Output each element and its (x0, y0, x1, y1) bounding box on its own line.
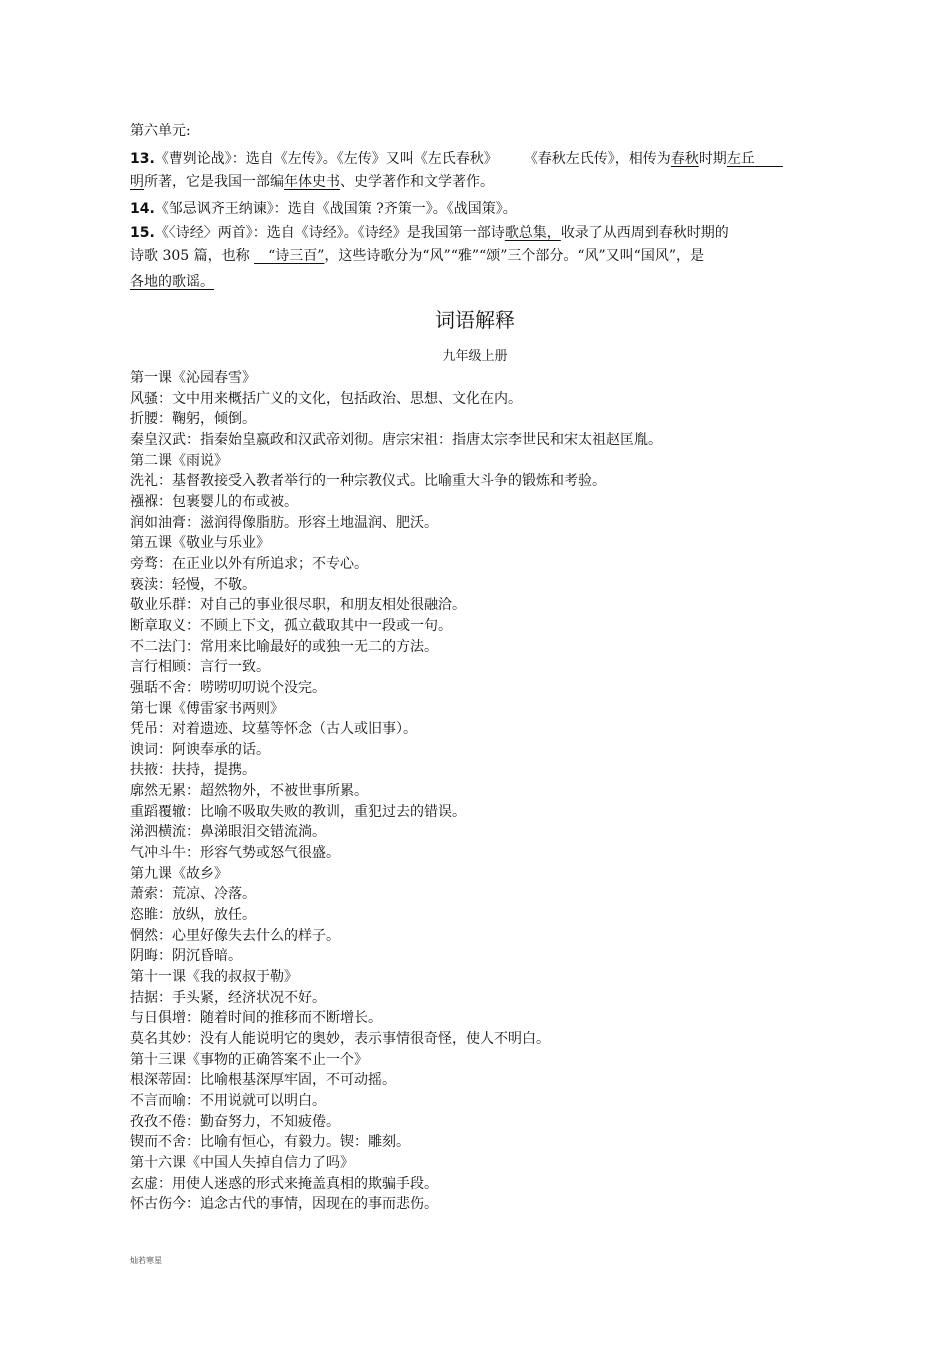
list-item: 第七课《傅雷家书两则》 (130, 700, 284, 717)
list-item: 凭吊：对着遗迹、坟墓等怀念（古人或旧事）。 (130, 721, 417, 738)
list-item: 惘然：心里好像失去什么的样子。 (130, 927, 340, 944)
list-item: 涕泗横流：鼻涕眼泪交错流淌。 (130, 824, 326, 841)
list-item: 怀古伤今：追念古代的事情，因现在的事而悲伤。 (130, 1196, 438, 1213)
list-item: 洗礼：基督教接受入教者举行的一种宗教仪式。比喻重大斗争的锻炼和考验。 (130, 473, 606, 490)
list-item: 重蹈覆辙：比喻不吸取失败的教训，重犯过去的错误。 (130, 803, 466, 820)
reference-15: 15.《〈诗经〉两首》：选自《诗经》。《诗经》是我国第一部诗歌总集，收录了从西周到春秋时期的 (130, 225, 729, 241)
reference-13-line-2: 明所著，它是我国一部编年体史书、史学著作和文学著作。 (130, 174, 494, 190)
list-item: 拮据：手头紧，经济状况不好。 (130, 989, 326, 1006)
list-item: 第九课《故乡》 (130, 865, 228, 882)
list-item: 阴晦：阴沉昏暗。 (130, 948, 242, 965)
list-item: 第二课《雨说》 (130, 452, 228, 469)
list-item: 折腰：鞠躬，倾倒。 (130, 411, 256, 428)
list-item: 风骚：文中用来概括广义的文化，包括政治、思想、文化在内。 (130, 390, 522, 407)
list-item: 第一课《沁园春雪》 (130, 370, 256, 386)
reference-13: 13.《曹刿论战》：选自《左传》。《左传》又叫《左氏春秋》 《春秋左氏传》，相传为春秋时期左丘 (130, 151, 755, 167)
list-item: 孜孜不倦：勤奋努力，不知疲倦。 (130, 1113, 340, 1130)
list-item: 莫名其妙：没有人能说明它的奥妙，表示事情很奇怪，使人不明白。 (130, 1031, 550, 1047)
reference-14: 14.《邹忌讽齐王纳谏》：选自《战国策 ?齐策一》。《战国策》。 (130, 201, 517, 217)
reference-15-line-2: 诗歌 305 篇，也称 “诗三百”，这些诗歌分为“风”“雅”“颂”三个部分。“风”又叫“国风”，是 (130, 248, 704, 264)
list-item: 扶掖：扶持，提携。 (130, 762, 256, 779)
list-item: 与日俱增：随着时间的推移而不断增长。 (130, 1010, 382, 1027)
list-item: 断章取义：不顾上下文，孤立截取其中一段或一句。 (130, 617, 452, 634)
list-item: 不二法门：常用来比喻最好的或独一无二的方法。 (130, 638, 438, 655)
reference-15-line-3: 各地的歌谣。 (130, 274, 214, 290)
list-item: 襁褓：包裹婴儿的布或被。 (130, 493, 298, 510)
list-item: 萧索：荒凉、冷落。 (130, 886, 256, 903)
list-item: 气冲斗牛：形容气势或怒气很盛。 (130, 845, 340, 862)
list-item: 敬业乐群：对自己的事业很尽职，和朋友相处很融洽。 (130, 597, 466, 614)
unit-heading: 第六单元: (130, 123, 191, 139)
list-item: 亵渎：轻慢，不敬。 (130, 576, 256, 593)
list-item: 旁骛：在正业以外有所追求；不专心。 (130, 555, 368, 572)
list-item: 第五课《敬业与乐业》 (130, 535, 270, 552)
list-item: 强聒不舍：唠唠叨叨说个没完。 (130, 679, 326, 696)
word-explanation-list (130, 368, 662, 1215)
section-subtitle: 九年级上册 (442, 349, 508, 364)
list-item: 第十三课《事物的正确答案不止一个》 (130, 1051, 368, 1068)
list-item: 言行相顾：言行一致。 (130, 659, 270, 676)
list-item: 根深蒂固：比喻根基深厚牢固，不可动摇。 (130, 1072, 396, 1089)
list-item: 不言而喻：不用说就可以明白。 (130, 1092, 326, 1109)
list-item: 玄虚：用使人迷惑的形式来掩盖真相的欺骗手段。 (130, 1175, 438, 1192)
list-item: 润如油膏：滋润得像脂肪。形容土地温润、肥沃。 (130, 514, 438, 531)
list-item: 秦皇汉武：指秦始皇嬴政和汉武帝刘彻。唐宗宋祖：指唐太宗李世民和宋太祖赵匡胤。 (130, 431, 662, 448)
list-item: 廓然无累：超然物外，不被世事所累。 (130, 783, 368, 800)
list-item: 锲而不舍：比喻有恒心，有毅力。锲：雕刻。 (130, 1134, 410, 1151)
list-item: 第十六课《中国人失掉自信力了吗》 (130, 1154, 354, 1171)
list-item: 谀词：阿谀奉承的话。 (130, 741, 270, 758)
list-item: 恣睢：放纵，放任。 (130, 907, 256, 924)
list-item: 第十一课《我的叔叔于勒》 (130, 969, 298, 986)
page-footer: 灿若寒星 (130, 1256, 162, 1265)
section-title: 词语解释 (435, 308, 515, 332)
